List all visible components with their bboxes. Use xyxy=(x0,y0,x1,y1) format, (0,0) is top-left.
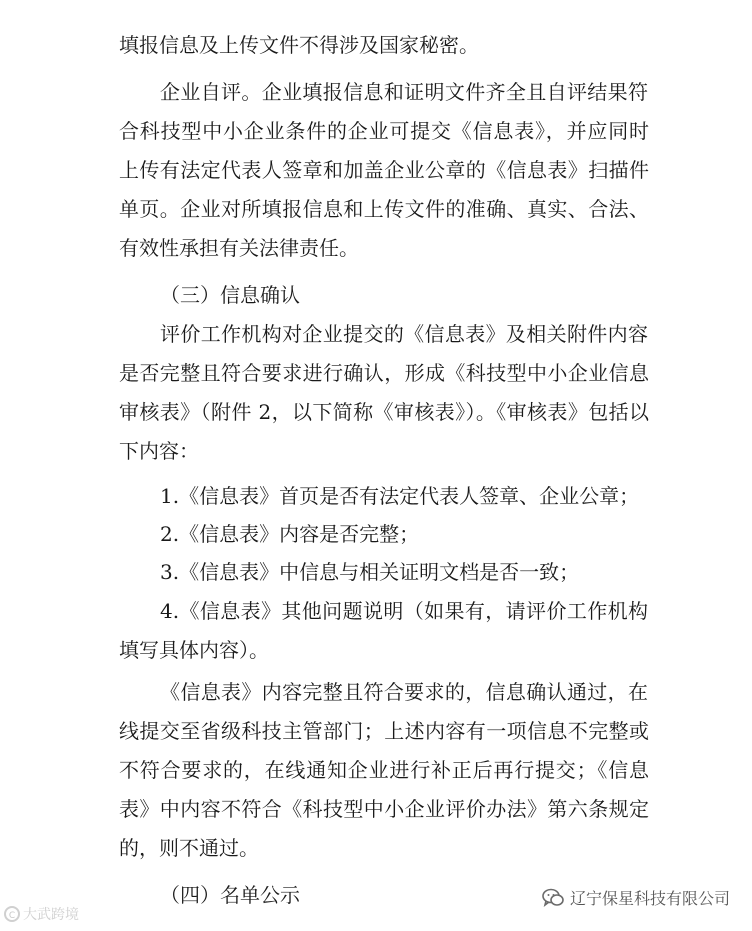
text-line: 是否完整且符合要求进行确认，形成《科技型中小企业信息 xyxy=(119,361,649,385)
text-line: 企业自评。企业填报信息和证明文件齐全且自评结果符 xyxy=(160,80,648,104)
watermark-right-text: 辽宁保星科技有限公司 xyxy=(569,889,730,908)
watermark-left xyxy=(4,904,79,924)
text-line: 表》中内容不符合《科技型中小企业评价办法》第六条规定 xyxy=(119,797,649,821)
text-line: 上传有法定代表人签章和加盖企业公章的《信息表》扫描件 xyxy=(119,158,649,182)
section-heading: （三）信息确认 xyxy=(160,283,300,307)
list-item: 3.《信息表》中信息与相关证明文档是否一致； xyxy=(160,560,580,584)
text-line: 评价工作机构对企业提交的《信息表》及相关附件内容 xyxy=(160,322,648,346)
watermark-right xyxy=(542,886,730,909)
text-line: 填报信息及上传文件不得涉及国家秘密。 xyxy=(119,33,479,57)
list-item: 1.《信息表》首页是否有法定代表人签章、企业公章； xyxy=(160,484,640,508)
text-line: 合科技型中小企业条件的企业可提交《信息表》，并应同时 xyxy=(119,119,649,143)
text-line: 下内容： xyxy=(119,439,199,463)
brand-logo-icon: C xyxy=(4,906,20,922)
section-heading: （四）名单公示 xyxy=(160,883,300,907)
text-line: 填写具体内容）。 xyxy=(119,638,269,662)
list-item: 4.《信息表》其他问题说明（如果有，请评价工作机构 xyxy=(160,599,648,623)
text-line: 不符合要求的，在线通知企业进行补正后再行提交；《信息 xyxy=(119,758,649,782)
text-line: 审核表》（附件 2，以下简称《审核表》）。《审核表》包括以 xyxy=(119,400,649,424)
text-line: 线提交至省级科技主管部门；上述内容有一项信息不完整或 xyxy=(119,719,649,743)
text-line: 的，则不通过。 xyxy=(119,836,259,860)
text-line: 《信息表》内容完整且符合要求的，信息确认通过，在 xyxy=(160,680,648,704)
text-line: 有效性承担有关法律责任。 xyxy=(119,236,359,260)
watermark-left-text: 大武跨境 xyxy=(23,907,79,923)
list-item: 2.《信息表》内容是否完整； xyxy=(160,522,420,546)
wechat-icon xyxy=(542,888,564,908)
text-line: 单页。企业对所填报信息和上传文件的准确、真实、合法、 xyxy=(119,197,649,221)
